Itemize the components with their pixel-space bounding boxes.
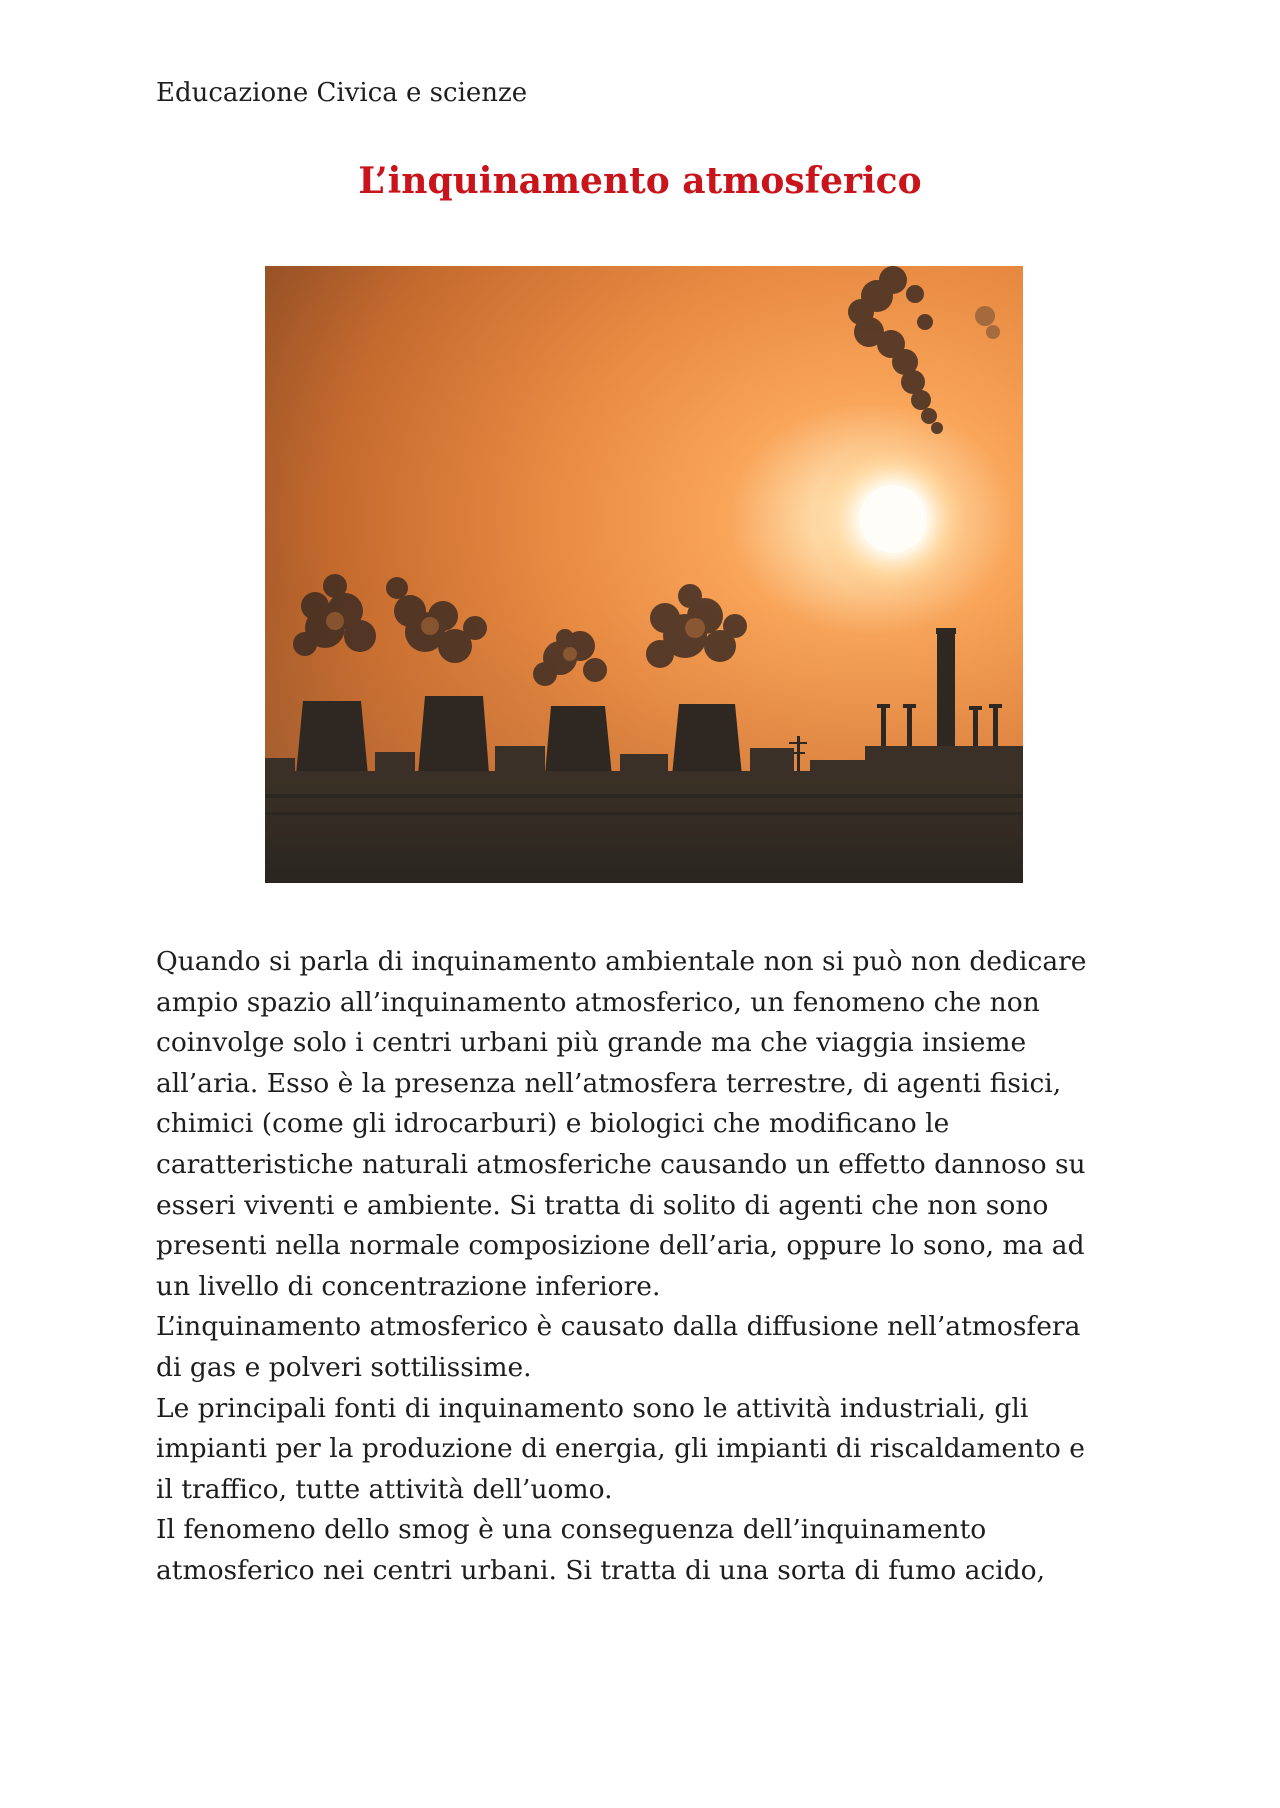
text-line: ampio spazio all’inquinamento atmosferico, un fenomeno che non xyxy=(156,986,1040,1018)
text-line: all’aria. Esso è la presenza nell’atmosfera terrestre, di agenti fisici, xyxy=(156,1067,1062,1099)
document-title: L’inquinamento atmosferico xyxy=(358,160,922,202)
text-line: Quando si parla di inquinamento ambientale non si può non dedicare xyxy=(156,946,1087,977)
text-line: Il fenomeno dello smog è una conseguenza dell’inquinamento xyxy=(156,1514,987,1546)
text-line: chimici (come gli idrocarburi) e biologici che modificano le xyxy=(156,1108,950,1140)
text-line: un livello di concentrazione inferiore. xyxy=(156,1270,661,1302)
text-line: atmosferico nei centri urbani. Si tratta di una sorta di fumo acido, xyxy=(156,1554,1046,1586)
text-line: L’inquinamento atmosferico è causato dalla diffusione nell’atmosfera xyxy=(156,1311,1081,1343)
document-header: Educazione Civica e scienze xyxy=(156,78,528,108)
text-line: il traffico, tutte attività dell’uomo. xyxy=(156,1473,613,1505)
text-line: impianti per la produzione di energia, gli impianti di riscaldamento e xyxy=(156,1433,1085,1465)
text-line: di gas e polveri sottilissime. xyxy=(156,1351,532,1383)
text-line: Le principali fonti di inquinamento sono le attività industriali, gli xyxy=(156,1392,1029,1424)
text-line: presenti nella normale composizione dell’aria, oppure lo sono, ma ad xyxy=(156,1230,1085,1262)
text-line: esseri viventi e ambiente. Si tratta di solito di agenti che non sono xyxy=(156,1189,1049,1221)
body-text xyxy=(156,942,1166,1592)
text-line: coinvolge solo i centri urbani più grande ma che viaggia insieme xyxy=(156,1027,1027,1059)
photo-illustration xyxy=(265,266,1023,883)
text-line: caratteristiche naturali atmosferiche causando un effetto dannoso su xyxy=(156,1148,1086,1180)
industrial-sunset-photo xyxy=(265,266,1023,883)
